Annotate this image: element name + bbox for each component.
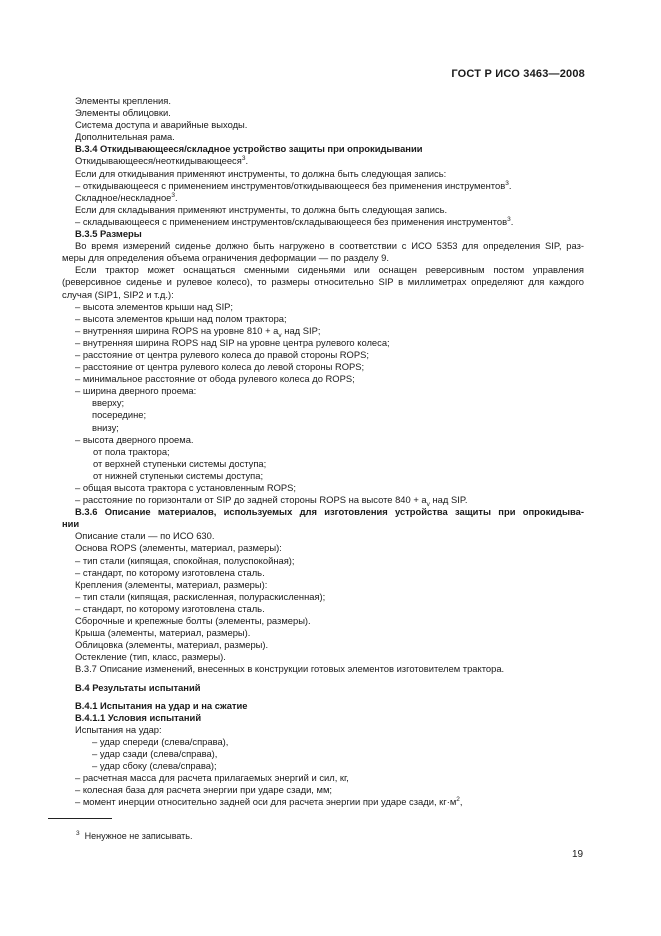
- line-text: Описание стали — по ИСО 630.: [75, 530, 215, 542]
- line-text: – внутренняя ширина ROPS на уровне 810 + a: [75, 324, 279, 336]
- line-text: Дополнительная рама.: [75, 131, 175, 143]
- footnote-divider: [48, 818, 112, 819]
- line-tail: ,: [459, 796, 463, 808]
- line-text: от нижней ступеньки системы доступа;: [93, 469, 264, 481]
- text-line: [62, 107, 584, 119]
- line-text: – расчетная масса для расчета прилагаемых энергий и сил, кг,: [75, 772, 349, 784]
- text-line: [62, 615, 584, 627]
- line-text: Сборочные и крепежные болты (элементы, размеры).: [75, 615, 311, 627]
- text-line: [62, 591, 584, 603]
- line-text: – расстояние от центра рулевого колеса до правой стороны ROPS;: [75, 348, 369, 360]
- line-text: B.4.1.1 Условия испытаний: [75, 711, 202, 723]
- text-line: [62, 482, 584, 494]
- text-line: [62, 289, 584, 301]
- line-text: посередине;: [92, 409, 147, 421]
- line-text: B.3.5 Размеры: [75, 228, 142, 240]
- line-text: нии: [62, 518, 80, 530]
- text-line: [62, 180, 584, 192]
- text-line: [62, 155, 584, 167]
- line-tail: .: [175, 191, 178, 203]
- line-text: Остекление (тип, класс, размеры).: [75, 651, 226, 663]
- line-text: – стандарт, по которому изготовлена сталь.: [75, 602, 265, 614]
- line-text: B.3.7 Описание изменений, внесенных в конструкции готовых элементов изготовителем трактора.: [75, 663, 505, 675]
- footnote-reference: 3: [507, 215, 511, 223]
- text-line: [62, 373, 584, 385]
- text-line: [62, 724, 584, 736]
- text-line: [62, 397, 584, 409]
- line-text: B.4.1 Испытания на удар и на сжатие: [75, 699, 248, 711]
- line-tail: над SIP.: [429, 494, 468, 506]
- line-text: от пола трактора;: [93, 445, 170, 457]
- line-text: – расстояние от центра рулевого колеса до левой стороны ROPS;: [75, 361, 365, 373]
- text-line: [62, 458, 584, 470]
- text-line: [62, 603, 584, 615]
- text-line: [62, 555, 584, 567]
- text-line: [62, 682, 584, 694]
- text-line: [62, 240, 584, 252]
- footnote-mark: 3: [76, 830, 80, 837]
- text-line: [62, 361, 584, 373]
- line-text: – тип стали (кипящая, спокойная, полуспокойная);: [75, 554, 295, 566]
- text-line: [62, 168, 584, 180]
- text-line: [62, 252, 584, 264]
- line-text: B.3.6 Описание материалов, используемых для изготовления устройства защиты при опрокидыва-: [75, 506, 584, 518]
- text-line: [62, 301, 584, 313]
- line-text: меры для определения объема ограничения деформации — по разделу 9.: [62, 252, 389, 264]
- line-text: – высота элементов крыши над SIP;: [75, 300, 234, 312]
- subscript: v: [278, 331, 282, 339]
- line-text: Во время измерений сиденье должно быть нагружено в соответствии с ИСО 5353 для определения SIP, раз-: [75, 240, 584, 252]
- line-text: Облицовка (элементы, материал, размеры).: [75, 639, 269, 651]
- text-line: [62, 143, 584, 155]
- line-text: – общая высота трактора с установленным ROPS;: [75, 482, 297, 493]
- line-text: Система доступа и аварийные выходы.: [75, 119, 248, 131]
- line-text: Крыша (элементы, материал, размеры).: [75, 627, 251, 639]
- line-text: внизу;: [92, 421, 119, 433]
- text-line: [62, 204, 584, 216]
- text-line: [62, 542, 584, 554]
- line-text: – расстояние по горизонтали от SIP до задней стороны ROPS на высоте 840 + a: [75, 494, 427, 506]
- text-line: [62, 784, 584, 796]
- line-text: – удар спереди (слева/справа),: [92, 735, 229, 747]
- line-text: – колесная база для расчета энергии при ударе сзади, мм;: [75, 784, 333, 796]
- text-line: [62, 772, 584, 784]
- line-text: Крепления (элементы, материал, размеры):: [75, 578, 268, 590]
- text-line: [62, 434, 584, 446]
- footnote-reference: 3: [505, 179, 509, 187]
- text-line: [62, 494, 584, 506]
- line-text: (реверсивное сиденье и рулевое колесо), то размеры относительно SIP в миллиметрах определяют для каждого: [62, 276, 584, 288]
- line-text: Испытания на удар:: [75, 723, 162, 735]
- line-text: Элементы облицовки.: [75, 107, 171, 119]
- text-line: [62, 409, 584, 421]
- text-line: [62, 349, 584, 361]
- text-line: [62, 579, 584, 591]
- text-line: [62, 530, 584, 542]
- line-text: – высота дверного проема.: [75, 433, 194, 445]
- text-line: [62, 337, 584, 349]
- text-line: [62, 700, 584, 712]
- text-line: [62, 264, 584, 276]
- line-tail: над SIP;: [281, 324, 321, 336]
- line-text: случая (SIP1, SIP2 и т.д.):: [62, 288, 174, 300]
- line-text: – откидывающееся с применением инструментов/откидывающееся без применения инструментов: [75, 179, 506, 191]
- text-line: [62, 228, 584, 240]
- text-line: [62, 748, 584, 760]
- text-line: [62, 313, 584, 325]
- text-line: [62, 470, 584, 482]
- footnote-reference: 2: [456, 796, 460, 804]
- text-line: [62, 422, 584, 434]
- line-text: – удар сзади (слева/справа),: [92, 747, 218, 759]
- text-line: [62, 192, 584, 204]
- text-line: [62, 119, 584, 131]
- text-line: [62, 567, 584, 579]
- page-number: 19: [572, 849, 584, 860]
- text-line: [62, 95, 584, 107]
- text-line: [62, 639, 584, 651]
- line-text: от верхней ступеньки системы доступа;: [93, 457, 267, 469]
- text-line: [62, 663, 584, 675]
- text-line: [62, 651, 584, 663]
- line-text: Если для откидывания применяют инструменты, то должна быть следующая запись:: [75, 167, 447, 179]
- text-line: [62, 325, 584, 337]
- line-tail: .: [508, 179, 512, 191]
- line-text: B.4 Результаты испытаний: [75, 681, 201, 693]
- text-line: [62, 506, 584, 518]
- line-text: – высота элементов крыши над полом трактора;: [75, 312, 287, 324]
- text-line: [62, 627, 584, 639]
- subscript: v: [426, 500, 430, 508]
- line-text: – момент инерции относительно задней оси для расчета энергии при ударе сзади, кг·м: [75, 796, 457, 808]
- line-text: – складывающееся с применением инструментов/складывающееся без применения инструментов: [75, 215, 508, 227]
- text-line: [62, 736, 584, 748]
- footnote-text: Ненужное не записывать.: [84, 831, 193, 841]
- line-tail: .: [510, 215, 514, 227]
- document-body: [62, 95, 584, 808]
- line-text: – стандарт, по которому изготовлена сталь.: [75, 566, 265, 578]
- line-text: Если трактор может оснащаться сменными сиденьями или оснащен реверсивным постом управления: [75, 264, 584, 276]
- line-text: Откидывающееся/неоткидывающееся: [75, 155, 242, 167]
- footnote-reference: 3: [241, 155, 246, 163]
- line-text: – ширина дверного проема:: [75, 385, 197, 397]
- line-text: Основа ROPS (элементы, материал, размеры):: [75, 542, 282, 554]
- document-header: ГОСТ Р ИСО 3463—2008: [451, 68, 585, 80]
- line-text: Если для складывания применяют инструменты, то должна быть следующая запись.: [75, 203, 448, 215]
- text-line: [62, 796, 584, 808]
- text-line: [62, 760, 584, 772]
- line-text: B.3.4 Откидывающееся/складное устройство защиты при опрокидывании: [75, 143, 423, 155]
- text-line: [62, 276, 584, 288]
- text-line: [62, 712, 584, 724]
- line-text: – минимальное расстояние от обода рулевого колеса до ROPS;: [75, 373, 355, 385]
- line-tail: .: [245, 155, 249, 167]
- line-text: – тип стали (кипящая, раскисленная, полураскисленная);: [75, 590, 326, 602]
- text-line: [62, 446, 584, 458]
- text-line: [62, 131, 584, 143]
- line-text: – удар сбоку (слева/справа);: [92, 760, 217, 772]
- line-text: Складное/нескладное: [75, 191, 172, 203]
- line-text: вверху;: [92, 397, 125, 409]
- line-text: – внутренняя ширина ROPS над SIP на уровне центра рулевого колеса;: [75, 336, 390, 348]
- text-line: [62, 385, 584, 397]
- text-line: [62, 518, 584, 530]
- text-line: [62, 216, 584, 228]
- line-text: Элементы крепления.: [75, 95, 171, 106]
- footnote-reference: 3: [171, 191, 176, 199]
- footnote: [76, 830, 193, 842]
